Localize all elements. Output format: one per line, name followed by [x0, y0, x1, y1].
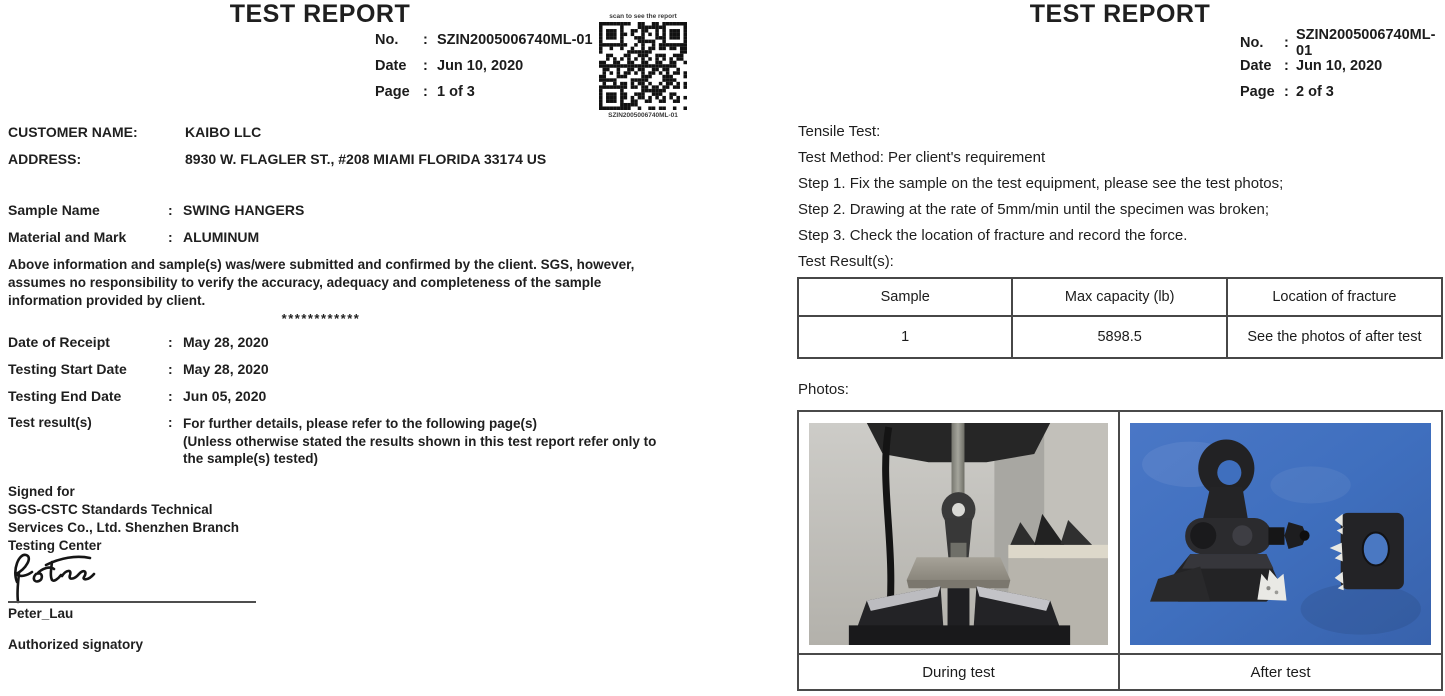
after-test-photo [1130, 423, 1431, 645]
signed-for-line: SGS-CSTC Standards Technical [8, 502, 213, 517]
sample-name-label: Sample Name [8, 202, 100, 218]
results-table-header-row [798, 278, 1442, 316]
report-no-row [375, 27, 593, 53]
sample-name-colon: : [168, 202, 173, 218]
page-title: TEST REPORT [229, 0, 411, 28]
header-location-fracture: Location of fracture [1227, 278, 1442, 316]
qr-code [599, 22, 687, 110]
header-max-capacity: Max capacity (lb) [1012, 278, 1226, 316]
page-colon: : [1284, 84, 1289, 100]
page-value: 1 of 3 [437, 84, 475, 100]
signature-line [8, 601, 256, 603]
customer-name-label: CUSTOMER NAME: [8, 124, 138, 140]
test-results-heading: Test Result(s): [798, 253, 894, 270]
after-test-caption: After test [1120, 653, 1441, 689]
test-result-row [8, 415, 673, 468]
test-result-colon: : [168, 415, 173, 430]
report-page-row [375, 79, 593, 105]
testing-end-value: Jun 05, 2020 [183, 388, 267, 404]
signature-image [6, 548, 126, 604]
page-label: Page [1240, 84, 1275, 100]
address-value: 8930 W. FLAGLER ST., #208 MIAMI FLORIDA 33174 US [185, 151, 547, 167]
date-value: Jun 10, 2020 [1296, 58, 1383, 74]
material-colon: : [168, 229, 173, 245]
test-result-line: For further details, please refer to the following page(s) [183, 416, 538, 431]
cell-sample: 1 [798, 316, 1012, 358]
report-page-row [1240, 79, 1445, 105]
customer-name-row [8, 124, 668, 140]
report-date-row [375, 53, 593, 79]
signed-for-line: Signed for [8, 484, 75, 499]
testing-start-colon: : [168, 361, 173, 377]
sample-name-value: SWING HANGERS [183, 202, 305, 218]
material-value: ALUMINUM [183, 229, 260, 245]
testing-start-value: May 28, 2020 [183, 361, 269, 377]
test-method-line: Test Method: Per client's requirement [798, 149, 1046, 166]
signatory-name: Peter_Lau [8, 606, 74, 621]
results-table-data-row [798, 316, 1442, 358]
tensile-test-heading: Tensile Test: [798, 123, 881, 140]
date-colon: : [423, 58, 428, 74]
address-label: ADDRESS: [8, 151, 82, 167]
test-result-value [183, 415, 673, 468]
step-2-line: Step 2. Drawing at the rate of 5mm/min until the specimen was broken; [798, 201, 1270, 218]
testing-end-colon: : [168, 388, 173, 404]
separator-asterisks: ************ [281, 311, 361, 326]
signed-for-block [8, 483, 239, 555]
qr-code-block [596, 12, 690, 120]
results-table [797, 277, 1443, 359]
page-value: 2 of 3 [1296, 84, 1334, 100]
report-meta [1240, 27, 1445, 105]
qr-top-caption: scan to see the report [609, 13, 677, 20]
material-label: Material and Mark [8, 229, 127, 245]
test-result-line: the sample(s) tested) [183, 451, 319, 466]
no-colon: : [423, 32, 428, 48]
during-test-caption: During test [799, 653, 1120, 689]
page-title: TEST REPORT [1029, 0, 1211, 28]
report-meta [375, 27, 593, 105]
date-of-receipt-label: Date of Receipt [8, 334, 110, 350]
test-result-label: Test result(s) [8, 415, 92, 430]
photos-label: Photos: [798, 381, 849, 398]
no-label: No. [375, 32, 399, 48]
cell-location-fracture: See the photos of after test [1227, 316, 1442, 358]
after-test-photo-cell [1120, 412, 1441, 653]
signed-for-line: Testing Center [8, 538, 102, 553]
step-3-line: Step 3. Check the location of fracture and record the force. [798, 227, 1188, 244]
test-result-line: (Unless otherwise stated the results shown in this test report refer only to [183, 433, 657, 449]
date-of-receipt-value: May 28, 2020 [183, 334, 269, 350]
page-label: Page [375, 84, 410, 100]
testing-start-label: Testing Start Date [8, 361, 127, 377]
date-of-receipt-row [8, 334, 668, 350]
date-of-receipt-colon: : [168, 334, 173, 350]
disclaimer-line: assumes no responsibility to verify the accuracy, adequacy and completeness of the sample [8, 275, 602, 290]
date-label: Date [375, 58, 407, 74]
customer-name-value: KAIBO LLC [185, 124, 262, 140]
material-row [8, 229, 668, 245]
during-test-photo-cell [799, 412, 1120, 653]
no-colon: : [1284, 35, 1289, 51]
testing-end-label: Testing End Date [8, 388, 122, 404]
signed-for-line: Services Co., Ltd. Shenzhen Branch [8, 520, 240, 535]
no-label: No. [1240, 35, 1264, 51]
page-colon: : [423, 84, 428, 100]
no-value: SZIN2005006740ML-01 [437, 32, 593, 48]
report-date-row [1240, 53, 1445, 79]
disclaimer-line: information provided by client. [8, 293, 206, 308]
cell-max-capacity: 5898.5 [1012, 316, 1226, 358]
disclaimer-line: Above information and sample(s) was/were submitted and confirmed by the client. SGS, however, [8, 257, 635, 272]
qr-bottom-caption: SZIN2005006740ML-01 [608, 112, 678, 119]
header-sample: Sample [798, 278, 1012, 316]
disclaimer-paragraph [8, 256, 650, 310]
during-test-photo [809, 423, 1108, 645]
date-colon: : [1284, 58, 1289, 74]
photos-table [797, 410, 1443, 691]
step-1-line: Step 1. Fix the sample on the test equipment, please see the test photos; [798, 175, 1284, 192]
no-value: SZIN2005006740ML-01 [1296, 27, 1436, 59]
report-no-row [1240, 27, 1445, 59]
sample-name-row [8, 202, 668, 218]
address-row [8, 151, 668, 167]
testing-start-row [8, 361, 668, 377]
date-label: Date [1240, 58, 1272, 74]
signatory-role: Authorized signatory [8, 637, 144, 652]
date-value: Jun 10, 2020 [437, 58, 524, 74]
testing-end-row [8, 388, 668, 404]
